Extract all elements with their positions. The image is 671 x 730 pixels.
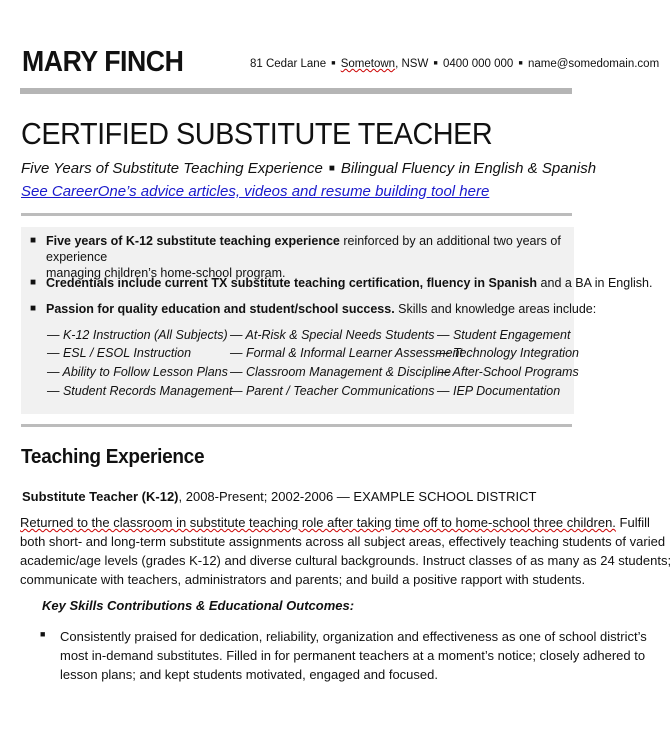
skill-item: — Technology Integration — [437, 346, 579, 360]
subtitle-part-2: Bilingual Fluency in English & Spanish — [340, 160, 597, 177]
careerone-link[interactable]: See CareerOne’s advice articles, videos and resume building tool here — [21, 183, 490, 200]
summary-item — [30, 301, 597, 317]
job-title: Substitute Teacher (K-12) — [22, 489, 179, 504]
job-heading — [22, 489, 536, 504]
summary-item-bold: Five years of K-12 substitute teaching experience — [46, 234, 340, 248]
summary-box — [21, 227, 653, 414]
city: Sometown — [340, 58, 396, 70]
summary-item-text: Skills and knowledge areas include: — [394, 302, 597, 316]
summary-item-bold: Credentials include current TX substitute teaching certification, fluency in Spanish — [46, 276, 538, 290]
subtitle — [21, 160, 596, 177]
skill-item: — Formal & Informal Learner Assessment — [230, 346, 463, 360]
bullet-icon: ■ — [30, 235, 37, 246]
contact-info — [250, 58, 659, 70]
phone: 0400 000 000 — [442, 58, 514, 70]
summary-item-text: and a BA in English. — [537, 276, 653, 290]
skill-item: — Ability to Follow Lesson Plans — [47, 365, 228, 379]
separator-icon: ■ — [328, 163, 335, 174]
desc-text: Fulfill — [615, 515, 650, 530]
job-details: , 2008-Present; 2002-2006 — EXAMPLE SCHOOL DISTRICT — [178, 489, 537, 504]
bullet-icon: ■ — [30, 277, 37, 288]
achievement-text: most in-demand substitutes. Filled in for permanent teachers at a moment’s notice; closely adhered to — [60, 648, 646, 663]
skill-item: — K-12 Instruction (All Subjects) — [47, 328, 228, 342]
skill-item: — ESL / ESOL Instruction — [47, 346, 192, 360]
separator-icon: ■ — [433, 60, 438, 67]
summary-item-text: reinforced by an additional two years of experience — [46, 234, 561, 264]
summary-item-text: managing children’s home-school program. — [46, 266, 286, 280]
summary-item — [30, 233, 566, 281]
desc-text: academic/age levels (grades K-12) and diverse cultural backgrounds. Instruct classes of as many as 24 students; — [20, 553, 671, 568]
state: , NSW — [395, 58, 429, 70]
desc-text: Returned to the classroom in substitute teaching role after taking time off to home-school three children. — [20, 515, 616, 530]
bullet-icon: ■ — [40, 629, 46, 639]
achievement-item — [60, 627, 647, 684]
address: 81 Cedar Lane — [250, 58, 327, 70]
skill-item: — Classroom Management & Discipline — [230, 365, 451, 379]
header-divider — [20, 88, 572, 94]
email[interactable]: name@somedomain.com — [527, 58, 660, 70]
key-skills-title: Key Skills Contributions & Educational Outcomes: — [42, 598, 355, 613]
skill-item: — After-School Programs — [437, 365, 579, 379]
separator-icon: ■ — [331, 60, 336, 67]
skill-item: — IEP Documentation — [437, 384, 561, 398]
summary-item — [30, 275, 653, 291]
title-divider — [21, 213, 572, 216]
candidate-name: MARY FINCH — [22, 46, 184, 78]
desc-text: both short- and long-term substitute assignments across all subject areas, effectively teaching students of varied — [20, 534, 666, 549]
job-description — [20, 513, 671, 589]
skill-item: — Student Records Management — [47, 384, 233, 398]
section-title-experience: Teaching Experience — [21, 446, 205, 468]
bullet-icon: ■ — [30, 303, 37, 314]
summary-item-bold: Passion for quality education and student/school success. — [46, 302, 395, 316]
separator-icon: ■ — [518, 60, 523, 67]
achievement-text: lesson plans; and kept students motivated, engaged and focused. — [60, 667, 438, 682]
desc-text: communicate with teachers, administrators and parents; and build a positive rapport with students. — [20, 572, 586, 587]
achievement-text: Consistently praised for dedication, reliability, organization and effectiveness as one of school district’s — [60, 629, 647, 644]
skill-item: — At-Risk & Special Needs Students — [230, 328, 435, 342]
skill-item: — Parent / Teacher Communications — [230, 384, 435, 398]
resume-title: CERTIFIED SUBSTITUTE TEACHER — [21, 116, 493, 151]
summary-divider — [21, 424, 572, 427]
skill-item: — Student Engagement — [437, 328, 571, 342]
subtitle-part-1: Five Years of Substitute Teaching Experience — [21, 160, 323, 177]
